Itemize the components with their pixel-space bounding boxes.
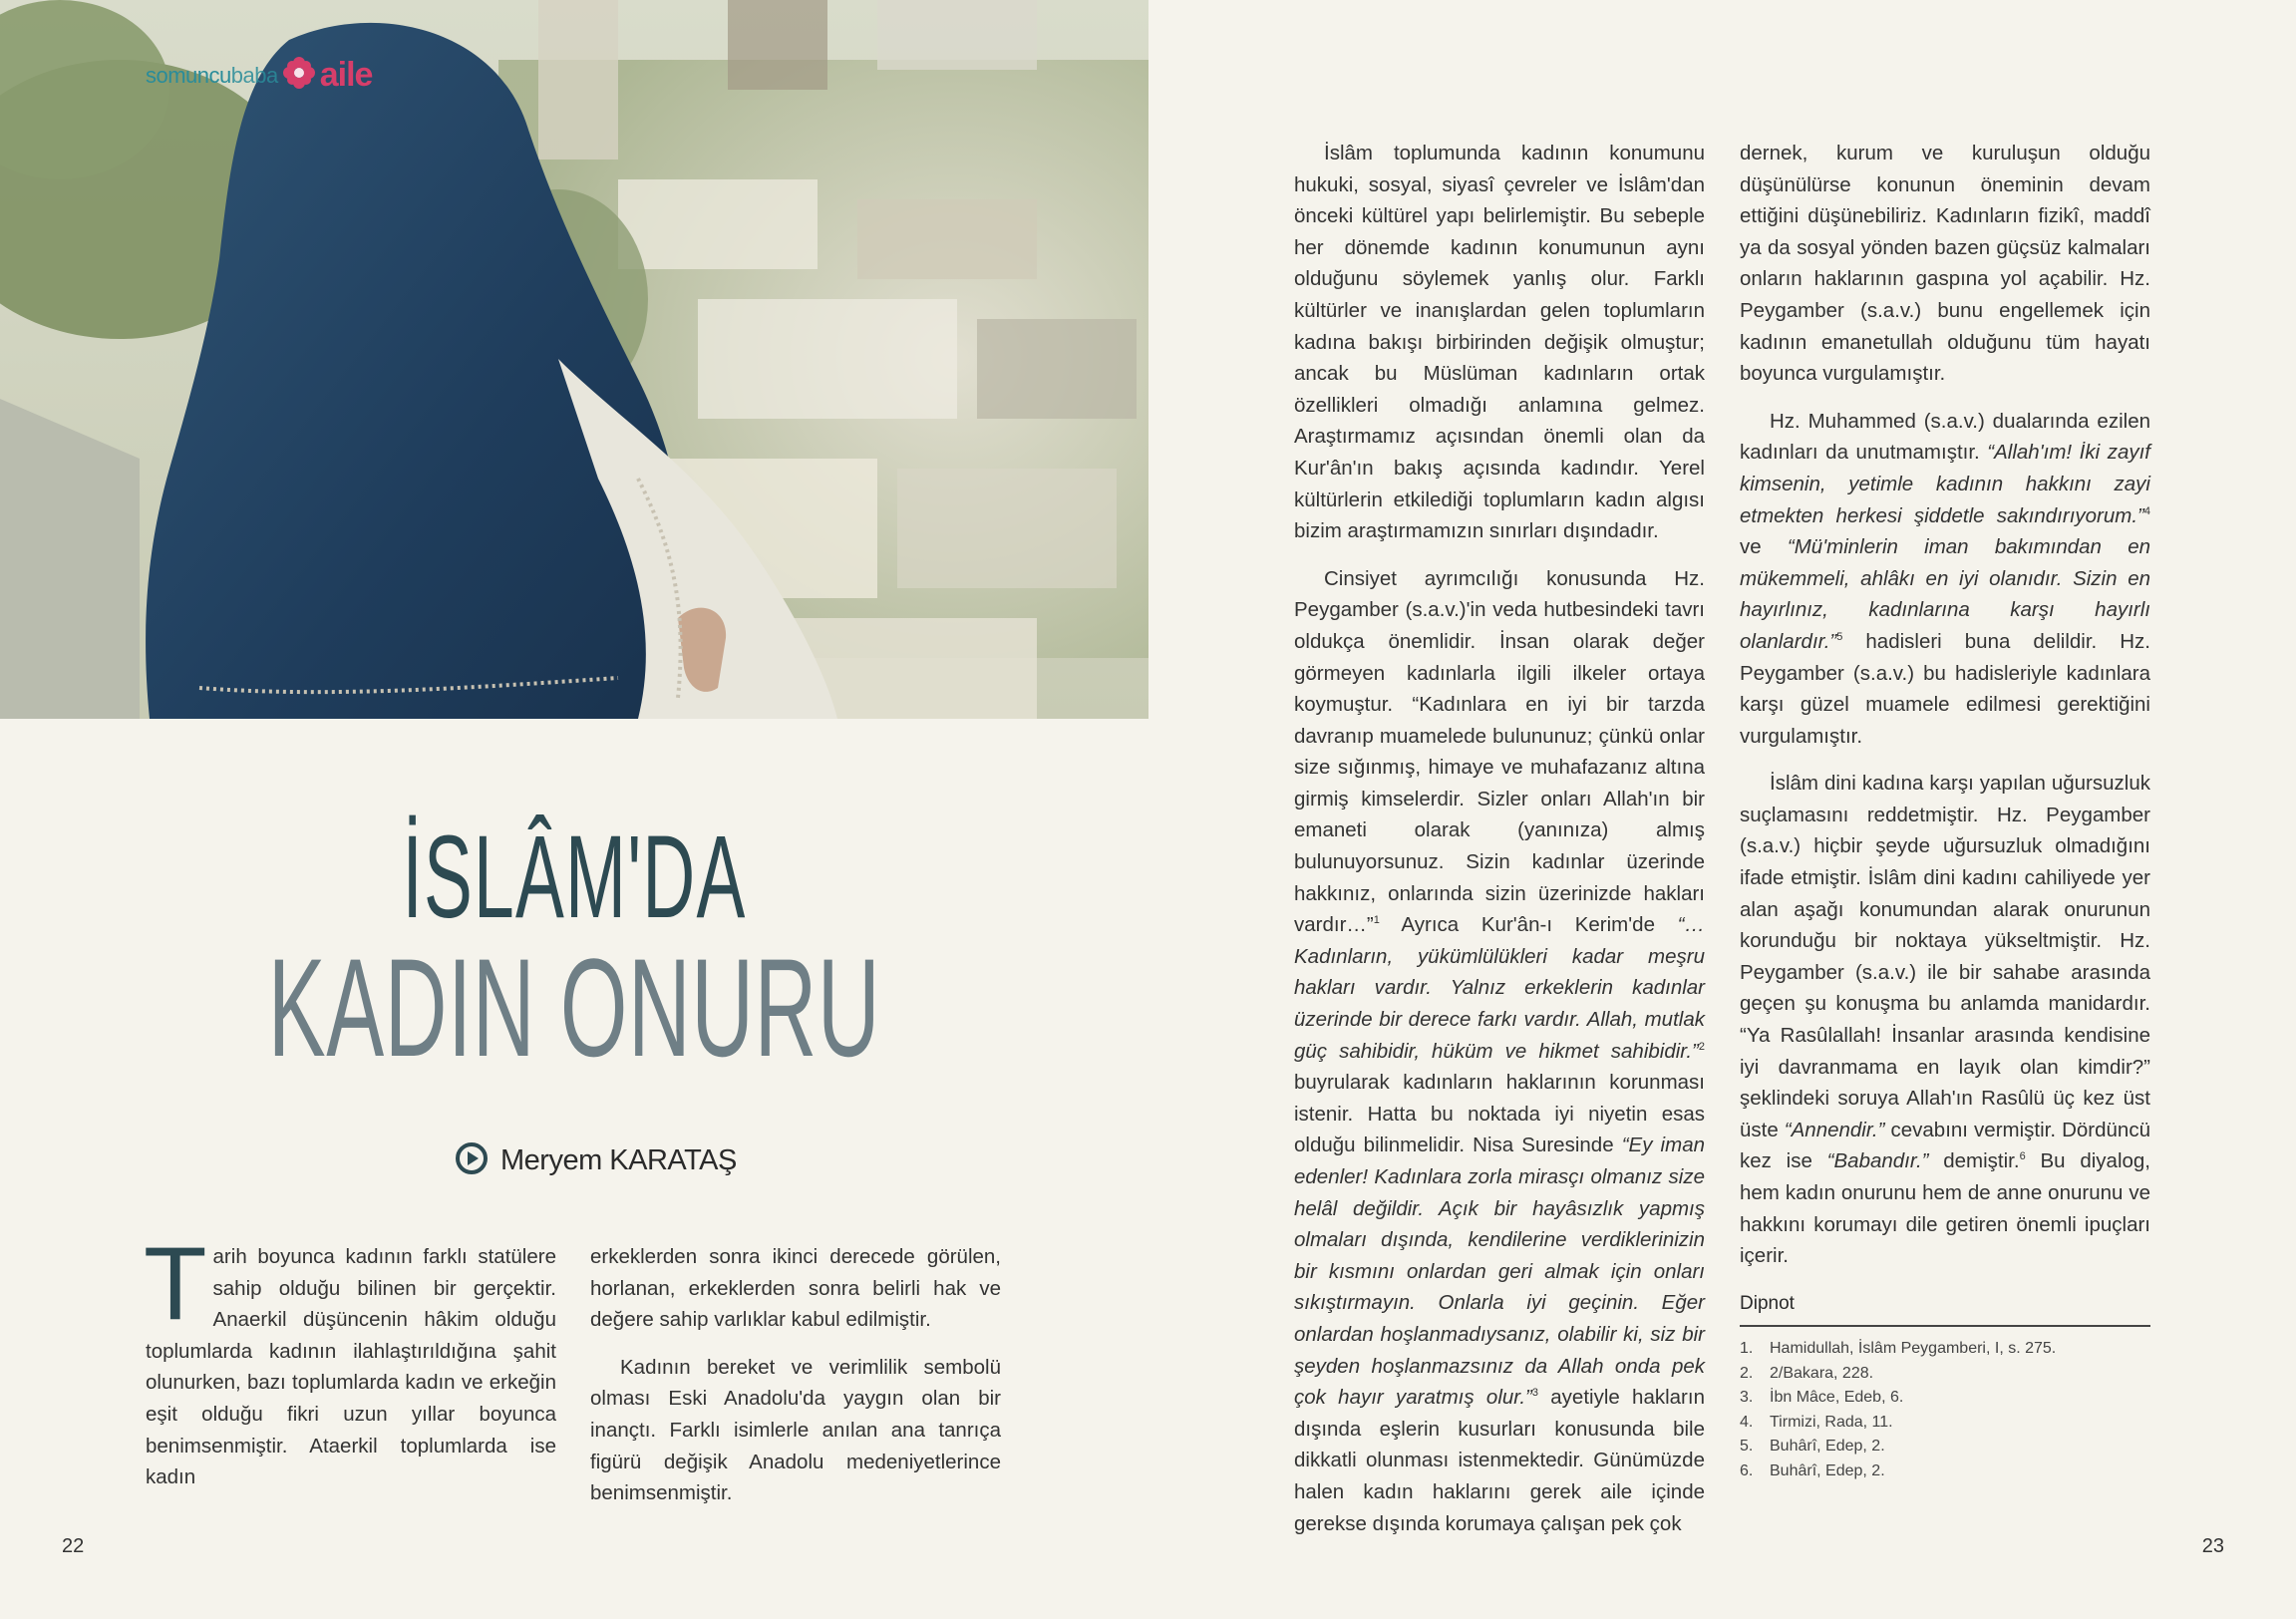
footnote-text: Tirmizi, Rada, 11. xyxy=(1770,1413,1893,1431)
quote-text: “Allah'ım! İki zayıf kimsenin, yetimle kadının hakkını zayi etmekten herkesi şiddetle sakındırıyorum.” xyxy=(1740,441,2150,527)
footnote-ref: 4 xyxy=(2143,504,2150,517)
hero-photo xyxy=(0,0,1148,719)
page-number-left: 22 xyxy=(62,1535,85,1557)
paragraph-text: hadisleri buna delildir. Hz. Peygamber (s.a.v.) bu hadisleriyle kadınlara karşı güzel muamele edilmesi gerektiğini vurgulamıştır. xyxy=(1740,629,2150,748)
quote-text: “Babandır.” xyxy=(1826,1149,1929,1173)
footnote-text: 2/Bakara, 228. xyxy=(1770,1364,1874,1382)
footnote-number: 4. xyxy=(1740,1413,1754,1431)
footnote-number: 6. xyxy=(1740,1461,1754,1479)
paragraph-text: Hz. Muhammed (s.a.v.) dualarında ezilen kadınları da unutmamıştır. xyxy=(1740,409,2150,465)
footnote-item xyxy=(1740,1411,2150,1436)
brand-part2: baba xyxy=(230,62,278,88)
paragraph: Kadının bereket ve verimlilik sembolü olması Eski Anadolu'da yaygın olan bir inançtı. Farklı isimlerle anılan ana tanrıça figürü değişik Anadolu medeniyetlerince benimsenmiştir. xyxy=(590,1355,1001,1505)
magazine-brand xyxy=(146,56,372,95)
footnotes-list xyxy=(1740,1337,2150,1483)
paragraph: İslâm toplumunda kadının konumunu hukuki, sosyal, siyasî çevreler ve İslâm'dan önceki kültürel yapı belirlemiştir. Bu sebeple her dönemde kadının konumunun aynı olduğunu söylemek yanlış olur. Farklı kültürler ve inanışlardan gelen toplumların kadına bakışı birbirinden değişik olmuştur; ancak bu Müslüman kadınların ortak özellikleri olmadığı anlamına gelmez. Araştırmamız açısından önemli olan da Kur'ân'ın bakış açısında kadındır. Yerel kültürlerin etkilediği toplumların kadın algısı bizim araştırmamızın sınırları dışındadır. xyxy=(1294,142,1705,543)
article-title-line1: İSLÂM'DA xyxy=(402,811,747,943)
flower-icon xyxy=(282,56,316,95)
footnote-ref: 5 xyxy=(1836,631,1843,644)
quote-text: “Annendir.” xyxy=(1784,1118,1885,1141)
paragraph-text: Cinsiyet ayrımcılığı konusunda Hz. Peygamber (s.a.v.)'in veda hutbesindeki tavrı oldukça önemlidir. İnsan olarak değer görmeyen kadınlarla ilgili ilkeler ortaya koymuştur. “Kadınlara en iyi bir tarzda davranıp muamelede bulununuz; çünkü onlar size sığınmış, himaye ve muhafazanız altına girmiş kimselerdir. Sizler onları Allah'ın bir emaneti olarak (yanınıza) almış bulunuyorsunuz. Sizin kadınlar üzerinde hakkınız, onlarında sizin üzerinizde hakları vardır…” xyxy=(1294,566,1705,937)
paragraph-text: ve xyxy=(1740,535,1788,559)
author-byline xyxy=(455,1141,737,1179)
paragraph-text: buyrularak kadınların haklarının korunması istenir. Hatta bu noktada iyi niyetin esas olduğu bilinmelidir. Nisa Suresinde xyxy=(1294,1071,1705,1157)
footnote-ref: 2 xyxy=(1698,1040,1705,1053)
paragraph: dernek, kurum ve kuruluşun olduğu düşünülürse konunun öneminin devam ettiğini düşünebiliriz. Kadınların fizikî, maddî ya da sosyal yönden bazen güçsüz kalmaları onların haklarının gaspına yol açabilir. Hz. Peygamber (s.a.v.) bunu engellemek için kadının emanetullah olduğunu tüm hayatı boyunca vurgulamıştır. xyxy=(1740,142,2150,386)
quote-text: “Ey iman edenler! Kadınlara zorla mirasçı olmanız size helâl değildir. Açık bir hayâsızlık yapmış olmaları dışında, kendilerine verdiklerinizin bir kısmını onlardan geri almak için onları sıkıştırmayın. Onlarla iyi geçinin. Eğer onlardan hoşlanmadıysanız, olabilir ki, siz bir şeyden hoşlanmazsınız da Allah onda pek çok hayır yaratmış olur.” xyxy=(1294,1133,1705,1410)
hero-photo-illustration xyxy=(0,0,1148,719)
footnote-text: İbn Mâce, Edeb, 6. xyxy=(1770,1389,1904,1407)
footnote-item xyxy=(1740,1459,2150,1484)
paragraph-text: ayetiyle hakların dışında eşlerin kusurları konusunda bile dikkatli olunması istenmektedir. Günümüzde halen kadın haklarını gerek aile içinde gerekse dışında korumaya çalışan pek çok xyxy=(1294,1386,1705,1535)
footnote-text: Hamidullah, İslâm Peygamberi, I, s. 275. xyxy=(1770,1340,2057,1358)
footnote-item xyxy=(1740,1362,2150,1387)
paragraph xyxy=(1740,768,2150,1272)
paragraph-text: Bu diyalog, hem kadın onurunu hem de anne onurunu ve hakkını korumayı dile getiren önemli ipuçları içerir. xyxy=(1740,1149,2150,1268)
footnote-ref: 3 xyxy=(1531,1387,1538,1400)
brand-part3: aile xyxy=(319,56,373,94)
text-column-3 xyxy=(1294,138,1705,1555)
brand-part1: somuncu xyxy=(146,62,231,88)
paragraph-text: Ayrıca Kur'ân-ı Kerim'de xyxy=(1379,913,1678,937)
paragraph: erkeklerden sonra ikinci derecede görülen, horlanan, erkeklerden sonra belirli hak ve değere sahip varlıklar kabul edilmiştir. xyxy=(590,1245,1001,1332)
footnotes-title: Dipnot xyxy=(1740,1292,1795,1314)
footnote-item xyxy=(1740,1435,2150,1459)
footnotes-divider xyxy=(1740,1325,2150,1327)
paragraph-text: İslâm dini kadına karşı yapılan uğursuzluk suçlamasını reddetmiştir. Hz. Peygamber (s.a.v.) hiçbir şeyde uğursuzluk olmadığını ifade etmiştir. İslâm dini kadını cahiliyede yer alan aşağı konumundan alarak onurunun korunduğu bir noktaya yükseltmiştir. Hz. Peygamber (s.a.v.) ile bir sahabe arasında geçen şu konuşma bu anlamda manidardır. “Ya Rasûlallah! İnsanlar arasında kendisine iyi davranmama en layık olan kimdir?” şeklindeki soruya Allah'ın Rasûlü üç kez üst üste xyxy=(1740,772,2150,1141)
article-title-line2: KADIN ONURU xyxy=(267,929,881,1086)
paragraph xyxy=(1740,406,2150,753)
author-name: Meryem KARATAŞ xyxy=(500,1143,737,1176)
paragraph xyxy=(1294,563,1705,1539)
paragraph-text: demiştir. xyxy=(1928,1149,2020,1173)
footnote-number: 2. xyxy=(1740,1364,1754,1382)
text-column-4 xyxy=(1740,138,2150,1483)
footnote-ref: 6 xyxy=(2019,1150,2026,1163)
play-circle-icon xyxy=(455,1141,489,1179)
footnote-item xyxy=(1740,1337,2150,1362)
footnote-item xyxy=(1740,1386,2150,1411)
footnote-number: 1. xyxy=(1740,1340,1754,1358)
paragraph-text: arih boyunca kadının farklı statülere sahip olduğu bilinen bir gerçektir. Anaerkil düşüncenin hâkim olduğu toplumlarda kadının ilahlaştırıldığına şahit olunurken, bazı toplumlarda kadın ve erkeğin eşit olduğu fikri uzun yıllar boyunca benimsenmiştir. Ataerkil toplumlarda ise kadın xyxy=(146,1245,556,1489)
drop-cap: T xyxy=(144,1226,207,1342)
page-number-right: 23 xyxy=(2201,1535,2224,1557)
footnote-text: Buhârî, Edep, 2. xyxy=(1770,1461,1885,1479)
footnote-number: 5. xyxy=(1740,1438,1754,1456)
footnote-number: 3. xyxy=(1740,1389,1754,1407)
footnote-ref: 1 xyxy=(1373,914,1380,927)
text-column-1 xyxy=(144,1226,556,1509)
quote-text: “…Kadınların, yükümlülükleri kadar meşru hakları vardır. Yalnız erkeklerin kadınlar üzerinde bir derece farkı vardır. Allah, mutlak güç sahibidir, hüküm ve hikmet sahibidir.” xyxy=(1294,913,1705,1063)
text-column-2 xyxy=(590,1241,1001,1525)
quote-text: “Mü'minlerin iman bakımından en mükemmeli, ahlâkı en iyi olanıdır. Sizin en hayırlınız, kadınlarına karşı hayırlı olanlardır.” xyxy=(1740,535,2150,653)
footnote-text: Buhârî, Edep, 2. xyxy=(1770,1438,1885,1456)
paragraph-text: cevabını vermiştir. Dördüncü kez ise xyxy=(1740,1118,2150,1173)
paragraph xyxy=(144,1226,556,1493)
